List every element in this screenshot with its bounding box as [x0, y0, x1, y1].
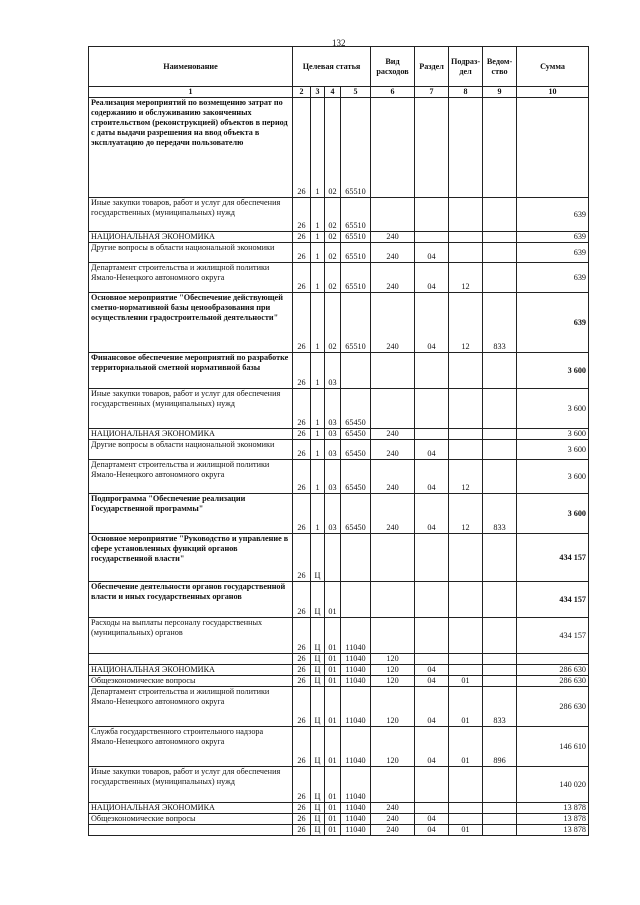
- header-target: Целевая статья: [293, 47, 371, 87]
- cell-target-event: 03: [325, 389, 341, 429]
- cell-vedomstvo: [483, 825, 517, 836]
- cell-vid: 240: [371, 293, 415, 353]
- cell-target-direction: [341, 582, 371, 618]
- cell-target-direction: 65450: [341, 429, 371, 440]
- cell-name: Основное мероприятие "Обеспечение действующей сметно-нормативной базы ценообразования при осуществлении градостроительной деятельности": [89, 293, 293, 353]
- cell-vedomstvo: [483, 582, 517, 618]
- cell-target-program: 26: [293, 353, 311, 389]
- cell-sum: 434 157: [517, 582, 589, 618]
- cell-target-subprogram: Ц: [311, 687, 325, 727]
- table-row: [89, 767, 589, 803]
- cell-target-direction: 65450: [341, 460, 371, 494]
- cell-razdel: 04: [415, 460, 449, 494]
- cell-razdel: [415, 534, 449, 582]
- cell-razdel: 04: [415, 440, 449, 460]
- cell-target-direction: 65450: [341, 389, 371, 429]
- cell-target-program: 26: [293, 243, 311, 263]
- cell-target-event: 01: [325, 727, 341, 767]
- cell-razdel: [415, 98, 449, 198]
- cell-name: Финансовое обеспечение мероприятий по разработке территориальной сметной нормативной базы: [89, 353, 293, 389]
- cell-podrazdel: [449, 232, 483, 243]
- cell-razdel: [415, 429, 449, 440]
- cell-vedomstvo: [483, 232, 517, 243]
- cell-target-event: [325, 534, 341, 582]
- table-row: [89, 582, 589, 618]
- cell-podrazdel: [449, 767, 483, 803]
- cell-target-event: 01: [325, 665, 341, 676]
- cell-name: Обеспечение деятельности органов государственной власти и иных государственных органов: [89, 582, 293, 618]
- cell-target-event: 01: [325, 582, 341, 618]
- cell-name: НАЦИОНАЛЬНАЯ ЭКОНОМИКА: [89, 803, 293, 814]
- header-vid: Вид расходов: [371, 47, 415, 87]
- cell-target-program: 26: [293, 803, 311, 814]
- cell-name: Иные закупки товаров, работ и услуг для обеспечения государственных (муниципальных) нужд: [89, 389, 293, 429]
- cell-target-direction: 11040: [341, 654, 371, 665]
- cell-sum: 286 630: [517, 687, 589, 727]
- cell-vid: [371, 389, 415, 429]
- cell-target-subprogram: 1: [311, 353, 325, 389]
- cell-vedomstvo: [483, 803, 517, 814]
- header-name: Наименование: [89, 47, 293, 87]
- cell-sum: 434 157: [517, 534, 589, 582]
- cell-name: Департамент строительства и жилищной политики Ямало-Ненецкого автономного округа: [89, 460, 293, 494]
- cell-target-event: 02: [325, 293, 341, 353]
- cell-target-program: 26: [293, 389, 311, 429]
- cell-vid: 240: [371, 494, 415, 534]
- cell-razdel: 04: [415, 293, 449, 353]
- cell-target-subprogram: Ц: [311, 727, 325, 767]
- cell-target-event: 01: [325, 618, 341, 654]
- cell-target-event: 03: [325, 460, 341, 494]
- cell-target-direction: 11040: [341, 814, 371, 825]
- cell-target-event: 02: [325, 263, 341, 293]
- cell-sum: 146 610: [517, 727, 589, 767]
- cell-vid: [371, 582, 415, 618]
- cell-target-direction: 11040: [341, 825, 371, 836]
- cell-sum: 434 157: [517, 618, 589, 654]
- table-body: [89, 98, 589, 836]
- cell-target-direction: 65510: [341, 98, 371, 198]
- cell-vid: 240: [371, 232, 415, 243]
- cell-sum: 3 600: [517, 353, 589, 389]
- cell-target-direction: 11040: [341, 727, 371, 767]
- cell-target-event: 01: [325, 767, 341, 803]
- cell-razdel: 04: [415, 687, 449, 727]
- cell-vedomstvo: [483, 389, 517, 429]
- cell-vedomstvo: [483, 198, 517, 232]
- cell-target-direction: 65450: [341, 440, 371, 460]
- cell-vid: 240: [371, 440, 415, 460]
- cell-target-subprogram: Ц: [311, 676, 325, 687]
- cell-vid: 240: [371, 803, 415, 814]
- cell-sum: 286 630: [517, 676, 589, 687]
- cell-razdel: 04: [415, 727, 449, 767]
- table-row: [89, 727, 589, 767]
- cell-vedomstvo: [483, 440, 517, 460]
- cell-target-direction: 11040: [341, 676, 371, 687]
- col-number: 6: [371, 87, 415, 98]
- header-vedomstvo: Ведом-ство: [483, 47, 517, 87]
- table-row: [89, 293, 589, 353]
- cell-razdel: 04: [415, 243, 449, 263]
- col-number: 7: [415, 87, 449, 98]
- col-number: 9: [483, 87, 517, 98]
- cell-razdel: [415, 353, 449, 389]
- table-row: [89, 534, 589, 582]
- table-row: [89, 98, 589, 198]
- cell-sum: [517, 654, 589, 665]
- table-row: [89, 429, 589, 440]
- cell-target-subprogram: 1: [311, 243, 325, 263]
- cell-sum: 13 878: [517, 825, 589, 836]
- cell-sum: 3 600: [517, 389, 589, 429]
- cell-vid: 120: [371, 654, 415, 665]
- cell-target-program: 26: [293, 198, 311, 232]
- cell-sum: 3 600: [517, 440, 589, 460]
- cell-razdel: [415, 389, 449, 429]
- cell-target-program: 26: [293, 814, 311, 825]
- cell-target-program: 26: [293, 232, 311, 243]
- cell-vedomstvo: [483, 665, 517, 676]
- header-podrazdel: Подраз-дел: [449, 47, 483, 87]
- cell-target-event: 03: [325, 494, 341, 534]
- cell-razdel: 04: [415, 825, 449, 836]
- cell-razdel: [415, 198, 449, 232]
- cell-name: НАЦИОНАЛЬНАЯ ЭКОНОМИКА: [89, 232, 293, 243]
- cell-razdel: [415, 654, 449, 665]
- cell-target-direction: [341, 353, 371, 389]
- cell-target-subprogram: Ц: [311, 654, 325, 665]
- cell-vedomstvo: [483, 429, 517, 440]
- cell-target-subprogram: Ц: [311, 582, 325, 618]
- cell-target-subprogram: Ц: [311, 814, 325, 825]
- cell-target-direction: 65510: [341, 293, 371, 353]
- cell-vid: [371, 353, 415, 389]
- cell-target-subprogram: 1: [311, 429, 325, 440]
- cell-vid: 120: [371, 676, 415, 687]
- cell-target-subprogram: 1: [311, 494, 325, 534]
- cell-vedomstvo: 833: [483, 293, 517, 353]
- cell-target-subprogram: 1: [311, 293, 325, 353]
- cell-podrazdel: [449, 389, 483, 429]
- cell-target-subprogram: 1: [311, 440, 325, 460]
- cell-target-program: 26: [293, 440, 311, 460]
- cell-razdel: 04: [415, 676, 449, 687]
- cell-sum: 140 020: [517, 767, 589, 803]
- cell-sum: 639: [517, 243, 589, 263]
- cell-vedomstvo: 833: [483, 494, 517, 534]
- table-row: [89, 803, 589, 814]
- cell-podrazdel: [449, 654, 483, 665]
- cell-sum: 286 630: [517, 665, 589, 676]
- cell-target-event: 02: [325, 198, 341, 232]
- cell-podrazdel: [449, 98, 483, 198]
- cell-podrazdel: [449, 353, 483, 389]
- cell-podrazdel: 12: [449, 494, 483, 534]
- cell-target-program: 26: [293, 825, 311, 836]
- cell-target-program: 26: [293, 727, 311, 767]
- cell-razdel: [415, 767, 449, 803]
- cell-vedomstvo: [483, 814, 517, 825]
- cell-target-subprogram: 1: [311, 389, 325, 429]
- table-row: [89, 389, 589, 429]
- cell-target-program: 26: [293, 293, 311, 353]
- cell-vid: [371, 198, 415, 232]
- cell-target-program: 26: [293, 665, 311, 676]
- cell-vid: 120: [371, 687, 415, 727]
- cell-target-event: 02: [325, 232, 341, 243]
- cell-vid: 240: [371, 825, 415, 836]
- cell-target-direction: 65450: [341, 494, 371, 534]
- cell-target-direction: [341, 534, 371, 582]
- table-row: [89, 353, 589, 389]
- table-row: [89, 494, 589, 534]
- table-row: [89, 460, 589, 494]
- table-row: [89, 654, 589, 665]
- cell-name: НАЦИОНАЛЬНАЯ ЭКОНОМИКА: [89, 429, 293, 440]
- cell-target-direction: 65510: [341, 232, 371, 243]
- cell-target-subprogram: 1: [311, 263, 325, 293]
- cell-target-subprogram: 1: [311, 232, 325, 243]
- cell-vid: 240: [371, 263, 415, 293]
- cell-target-direction: 65510: [341, 198, 371, 232]
- cell-target-program: 26: [293, 676, 311, 687]
- table-row: [89, 814, 589, 825]
- cell-target-program: 26: [293, 460, 311, 494]
- column-number-row: [89, 87, 589, 98]
- cell-target-subprogram: Ц: [311, 803, 325, 814]
- cell-podrazdel: [449, 534, 483, 582]
- cell-vedomstvo: [483, 263, 517, 293]
- cell-name: Иные закупки товаров, работ и услуг для обеспечения государственных (муниципальных) нужд: [89, 767, 293, 803]
- header-row: [89, 47, 589, 87]
- cell-target-event: 01: [325, 654, 341, 665]
- cell-podrazdel: 12: [449, 263, 483, 293]
- cell-podrazdel: [449, 243, 483, 263]
- cell-name: Департамент строительства и жилищной политики Ямало-Ненецкого автономного округа: [89, 687, 293, 727]
- cell-podrazdel: 01: [449, 825, 483, 836]
- cell-sum: 3 600: [517, 460, 589, 494]
- cell-sum: 639: [517, 293, 589, 353]
- cell-target-direction: 11040: [341, 665, 371, 676]
- cell-vid: 240: [371, 243, 415, 263]
- cell-podrazdel: 12: [449, 460, 483, 494]
- cell-razdel: [415, 618, 449, 654]
- cell-podrazdel: [449, 803, 483, 814]
- cell-target-direction: 11040: [341, 803, 371, 814]
- cell-razdel: 04: [415, 494, 449, 534]
- cell-target-program: 26: [293, 654, 311, 665]
- cell-target-event: 03: [325, 353, 341, 389]
- cell-sum: 13 878: [517, 814, 589, 825]
- cell-target-program: 26: [293, 582, 311, 618]
- cell-target-event: 02: [325, 98, 341, 198]
- cell-vid: 120: [371, 665, 415, 676]
- cell-target-program: 26: [293, 767, 311, 803]
- cell-vid: [371, 534, 415, 582]
- cell-name: Реализация мероприятий по возмещению затрат по содержанию и обслуживанию законченных строительством (реконструкцией) объектов в период с даты выдачи разрешения на ввод объекта в эксплуатацию до передачи пользователю: [89, 98, 293, 198]
- cell-sum: 3 600: [517, 429, 589, 440]
- cell-vedomstvo: [483, 460, 517, 494]
- cell-vedomstvo: [483, 676, 517, 687]
- table-row: [89, 232, 589, 243]
- cell-target-event: 03: [325, 440, 341, 460]
- cell-name: Департамент строительства и жилищной политики Ямало-Ненецкого автономного округа: [89, 263, 293, 293]
- cell-vid: [371, 618, 415, 654]
- cell-target-event: 01: [325, 687, 341, 727]
- cell-target-program: 26: [293, 494, 311, 534]
- cell-podrazdel: 01: [449, 727, 483, 767]
- col-number: 8: [449, 87, 483, 98]
- cell-target-program: 26: [293, 429, 311, 440]
- cell-name: [89, 825, 293, 836]
- cell-target-subprogram: Ц: [311, 534, 325, 582]
- cell-vedomstvo: 896: [483, 727, 517, 767]
- cell-vid: 240: [371, 460, 415, 494]
- cell-name: Расходы на выплаты персоналу государственных (муниципальных) органов: [89, 618, 293, 654]
- cell-target-subprogram: 1: [311, 198, 325, 232]
- cell-sum: 639: [517, 198, 589, 232]
- cell-podrazdel: 01: [449, 687, 483, 727]
- cell-vedomstvo: [483, 654, 517, 665]
- cell-target-event: 01: [325, 803, 341, 814]
- table-row: [89, 618, 589, 654]
- cell-vedomstvo: [483, 353, 517, 389]
- cell-target-subprogram: Ц: [311, 665, 325, 676]
- table-row: [89, 440, 589, 460]
- cell-target-subprogram: 1: [311, 98, 325, 198]
- cell-vedomstvo: [483, 98, 517, 198]
- cell-razdel: 04: [415, 263, 449, 293]
- cell-podrazdel: [449, 440, 483, 460]
- cell-name: Подпрограмма "Обеспечение реализации Государственной программы": [89, 494, 293, 534]
- cell-vedomstvo: [483, 534, 517, 582]
- cell-target-event: 02: [325, 243, 341, 263]
- cell-vedomstvo: [483, 767, 517, 803]
- cell-target-program: 26: [293, 687, 311, 727]
- cell-target-direction: 11040: [341, 618, 371, 654]
- cell-target-subprogram: Ц: [311, 618, 325, 654]
- cell-podrazdel: 12: [449, 293, 483, 353]
- header-razdel: Раздел: [415, 47, 449, 87]
- cell-name: Служба государственного строительного надзора Ямало-Ненецкого автономного округа: [89, 727, 293, 767]
- cell-sum: 3 600: [517, 494, 589, 534]
- cell-target-direction: 11040: [341, 767, 371, 803]
- cell-name: НАЦИОНАЛЬНАЯ ЭКОНОМИКА: [89, 665, 293, 676]
- cell-vedomstvo: [483, 243, 517, 263]
- table-row: [89, 676, 589, 687]
- cell-target-event: 01: [325, 825, 341, 836]
- table-row: [89, 198, 589, 232]
- col-number: 3: [311, 87, 325, 98]
- cell-target-direction: 65510: [341, 263, 371, 293]
- cell-target-event: 01: [325, 676, 341, 687]
- cell-name: Иные закупки товаров, работ и услуг для обеспечения государственных (муниципальных) нужд: [89, 198, 293, 232]
- col-number: 2: [293, 87, 311, 98]
- cell-name: Другие вопросы в области национальной экономики: [89, 440, 293, 460]
- table-row: [89, 825, 589, 836]
- cell-target-subprogram: 1: [311, 460, 325, 494]
- cell-target-program: 26: [293, 98, 311, 198]
- table-row: [89, 665, 589, 676]
- cell-target-direction: 11040: [341, 687, 371, 727]
- cell-vid: [371, 98, 415, 198]
- cell-name: Общеэкономические вопросы: [89, 676, 293, 687]
- cell-target-event: 01: [325, 814, 341, 825]
- cell-target-subprogram: Ц: [311, 767, 325, 803]
- cell-podrazdel: 01: [449, 676, 483, 687]
- table-row: [89, 687, 589, 727]
- cell-target-subprogram: Ц: [311, 825, 325, 836]
- col-number: 5: [341, 87, 371, 98]
- cell-target-event: 03: [325, 429, 341, 440]
- header-summa: Сумма: [517, 47, 589, 87]
- cell-podrazdel: [449, 665, 483, 676]
- cell-podrazdel: [449, 582, 483, 618]
- cell-razdel: [415, 582, 449, 618]
- col-number: 1: [89, 87, 293, 98]
- cell-name: Другие вопросы в области национальной экономики: [89, 243, 293, 263]
- cell-target-program: 26: [293, 534, 311, 582]
- col-number: 10: [517, 87, 589, 98]
- cell-vedomstvo: [483, 618, 517, 654]
- cell-vid: 240: [371, 429, 415, 440]
- cell-podrazdel: [449, 198, 483, 232]
- cell-name: [89, 654, 293, 665]
- cell-podrazdel: [449, 618, 483, 654]
- cell-podrazdel: [449, 429, 483, 440]
- cell-sum: [517, 98, 589, 198]
- budget-table: [88, 46, 589, 836]
- cell-target-program: 26: [293, 263, 311, 293]
- cell-vid: [371, 767, 415, 803]
- cell-vid: 120: [371, 727, 415, 767]
- cell-vid: 240: [371, 814, 415, 825]
- table-row: [89, 243, 589, 263]
- cell-razdel: [415, 232, 449, 243]
- page-number: 132: [332, 38, 346, 48]
- cell-vedomstvo: 833: [483, 687, 517, 727]
- cell-name: Общеэкономические вопросы: [89, 814, 293, 825]
- cell-target-program: 26: [293, 618, 311, 654]
- table-row: [89, 263, 589, 293]
- cell-podrazdel: [449, 814, 483, 825]
- cell-razdel: 04: [415, 665, 449, 676]
- col-number: 4: [325, 87, 341, 98]
- cell-razdel: 04: [415, 814, 449, 825]
- cell-sum: 13 878: [517, 803, 589, 814]
- cell-sum: 639: [517, 232, 589, 243]
- cell-target-direction: 65510: [341, 243, 371, 263]
- cell-name: Основное мероприятие "Руководство и управление в сфере установленных функций органов государственной власти": [89, 534, 293, 582]
- cell-sum: 639: [517, 263, 589, 293]
- cell-razdel: [415, 803, 449, 814]
